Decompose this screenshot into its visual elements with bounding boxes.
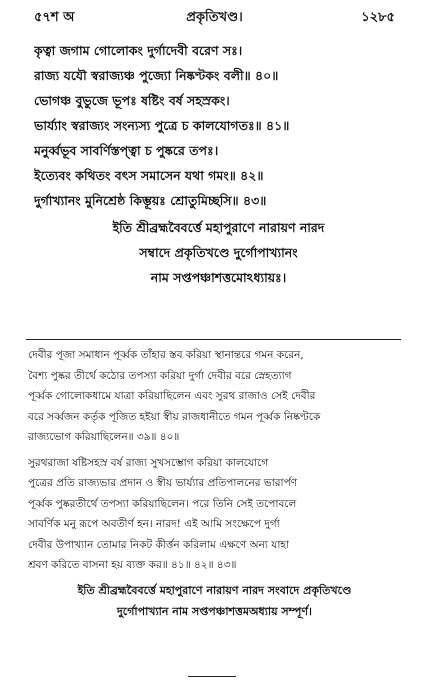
section-divider [26, 339, 401, 340]
sanskrit-verses [34, 38, 403, 290]
bengali-commentary [28, 345, 401, 622]
page-number: ১২৮৫ [361, 10, 395, 25]
verse-colophon [34, 215, 403, 290]
commentary-line: দেবীর পূজা সমাধান পূর্ব্বক তাঁহার স্তব করিয়া স্থানান্তরে গমন করেন, [28, 349, 304, 361]
chapter-number: ৫৭শ অ [34, 10, 75, 25]
commentary-line: বৈশ্য পুষ্কর তীর্থে কঠোর তপস্যা করিয়া দুর্গা দেবীর বরে স্নেহত্যাগ [28, 369, 292, 382]
verse-line: রাজ্য যযৌ স্বরাজ্যঞ্চ পুজ্যো নিষ্কণ্টকং বলী॥ ৪০॥ [34, 68, 279, 83]
commentary-line: পুত্রের প্রতি রাজ্যভার প্রদান ও স্বীয় ভার্য্যার প্রতিপালনের ভারার্পণ [28, 477, 298, 489]
verse-line: ভার্য্যাং স্বরাজ্যং সংন্যস্য পুত্রে চ কালযোগতঃ॥ ৪১॥ [34, 118, 290, 133]
verse-line: কৃত্বা জগাম গোলোকং দুর্গাদেবী বরেণ সঃ। [34, 43, 243, 58]
section-title: প্রকৃতিখণ্ড। [186, 10, 243, 25]
page-header [34, 8, 395, 30]
commentary-line: সাবর্ণিক মনু রূপে অবতীর্ণ হন। নারদ! এই আমি সংক্ষেপে দুর্গা [28, 518, 280, 530]
verse-line: ইত্যেবং কথিতং বৎস সমাসেন যথা গমং॥ ৪২॥ [34, 168, 264, 183]
commentary-line: পূর্ব্বক পুষ্করতীর্থে তপস্যা করিয়াছিলেন। পরে তিনি সেই তপোবলে [28, 497, 297, 510]
commentary-paragraph [28, 345, 401, 448]
colophon-line: ইতি শ্রীব্রহ্মবৈবর্ত্তে মহাপুরাণে নারায়ণ নারদ [112, 220, 325, 235]
verse-line: দুর্গাখ্যানং মুনিশ্রেষ্ঠ কিম্ভূয়ঃ শ্রোতুমিচ্ছসি॥ ৪৩॥ [34, 193, 267, 208]
closing-line: ইতি শ্রীব্রহ্মবৈবর্ত্তে মহাপুরাণে নারায়ণ নারদ সংবাদে প্রকৃতিখণ্ডে [77, 583, 352, 597]
commentary-line: শ্রবণ করিতে বাসনা হয় ব্যক্ত কর॥ ৪১॥ ৪২॥ ৪৩॥ [28, 559, 237, 571]
colophon-line: নাম সপ্তপঞ্চাশত্তমোঽধ্যায়ঃ। [150, 270, 287, 285]
commentary-line: রাজ্যভোগ করিয়াছিলেন॥ ৩৯॥ ৪০॥ [28, 431, 180, 443]
commentary-paragraph [28, 453, 401, 576]
end-divider [188, 676, 236, 677]
verse-line: ভোগঞ্চ বুভুজে ভূপঃ ষষ্টিং বর্ষ সহস্রকং। [34, 93, 230, 108]
commentary-line: বরে সর্ব্বজন কর্তৃক পূজিত হইয়া স্বীয় রাজধানীতে গমন পূর্ব্বক নিষ্কণ্টকে [28, 410, 321, 423]
verse-line: মনুর্ব্বভূব সাবর্ণিস্তপ্ত্বা চ পুষ্করে তপঃ। [34, 143, 219, 158]
commentary-line: সুরথরাজা ষষ্টিসহস্র বর্ষ রাজ্য সুখসম্ভোগ করিয়া কালযোগে [28, 456, 269, 469]
colophon-line: সম্বাদে প্রকৃতিখণ্ডে দুর্গোপাখ্যানং [139, 245, 298, 260]
commentary-line: পূর্ব্বক গোলোকধামে যাত্রা করিয়াছিলেন এবং সুরথ রাজাও সেই দেবীর [28, 390, 316, 402]
chapter-end-colophon [28, 580, 401, 622]
closing-line: দুর্গোপাখ্যান নাম সপ্তপঞ্চাশত্তমঅধ্যায় সম্পূর্ণ। [117, 604, 312, 618]
commentary-line: দেবীর উপাখ্যান তোমার নিকট কীর্ত্তন করিলাম এক্ষণে অন্য যাহা [28, 538, 289, 551]
